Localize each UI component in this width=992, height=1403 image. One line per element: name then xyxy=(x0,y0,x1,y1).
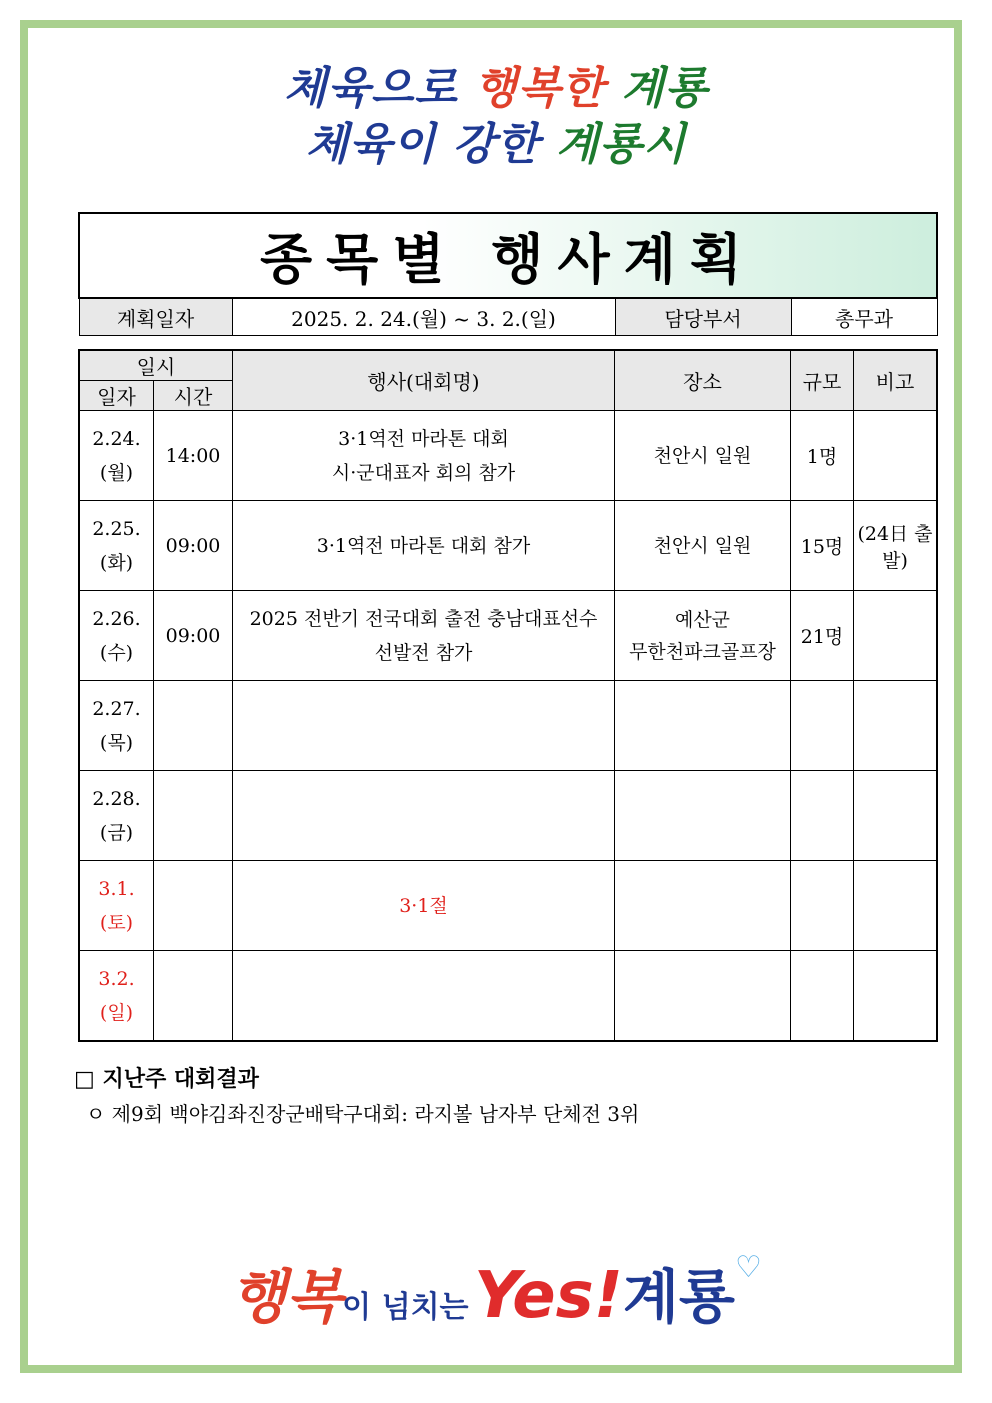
row-time xyxy=(154,951,233,1042)
page-title: 종목별 행사계획 xyxy=(79,213,937,298)
row-note xyxy=(854,771,938,861)
table-row xyxy=(79,951,937,1042)
row-date xyxy=(79,411,154,501)
row-time: 09:00 xyxy=(154,591,233,681)
row-scale xyxy=(791,861,854,951)
row-note xyxy=(854,681,938,771)
row-scale xyxy=(791,681,854,771)
row-day-value: (수) xyxy=(99,641,134,664)
row-note xyxy=(854,591,938,681)
row-note xyxy=(854,951,938,1042)
row-scale: 21명 xyxy=(791,591,854,681)
row-note xyxy=(854,411,938,501)
results-heading: □ 지난주 대회결과 xyxy=(74,1067,259,1092)
row-event-line-1: 3·1역전 마라톤 대회 참가 xyxy=(316,534,531,557)
row-event-line-1: 3·1역전 마라톤 대회 xyxy=(338,427,509,450)
slogan-1a: 체육으로 xyxy=(283,63,458,114)
schedule-table xyxy=(78,349,938,1042)
results-item: ㅇ 제9회 백야김좌진장군배탁구대회: 라지볼 남자부 단체전 3위 xyxy=(86,1102,640,1126)
row-place-line-2: 무한천파크골프장 xyxy=(629,640,776,663)
table-row xyxy=(79,771,937,861)
slogan-line-2 xyxy=(0,108,992,172)
row-date-value: 2.28. xyxy=(92,787,141,810)
row-event xyxy=(233,591,615,681)
dept-label: 담당부서 xyxy=(615,298,791,336)
row-note xyxy=(854,861,938,951)
row-place xyxy=(615,501,791,591)
row-date-value: 3.2. xyxy=(98,967,135,990)
row-event xyxy=(233,681,615,771)
row-time xyxy=(154,681,233,771)
row-date-value: 2.27. xyxy=(92,697,141,720)
row-scale xyxy=(791,771,854,861)
slogan-2b: 계룡시 xyxy=(555,119,687,170)
row-day-value: (목) xyxy=(99,731,134,754)
footer-part-4: 계룡 xyxy=(622,1263,735,1331)
row-event-line-1: 2025 전반기 전국대회 출전 충남대표선수 xyxy=(249,607,598,630)
row-place-line-1: 천안시 일원 xyxy=(653,534,752,557)
row-day-value: (화) xyxy=(99,551,134,574)
col-note: 비고 xyxy=(854,350,938,411)
row-scale: 15명 xyxy=(791,501,854,591)
row-time xyxy=(154,771,233,861)
row-event xyxy=(233,501,615,591)
row-place xyxy=(615,411,791,501)
row-place-line-1: 예산군 xyxy=(674,608,731,631)
row-note: (24日 출발) xyxy=(854,501,938,591)
col-datetime: 일시 xyxy=(79,350,233,381)
row-date-value: 2.25. xyxy=(92,517,141,540)
row-date-value: 2.26. xyxy=(92,607,141,630)
row-time xyxy=(154,861,233,951)
slogan-2a: 체육이 강한 xyxy=(305,119,540,170)
row-date xyxy=(79,861,154,951)
heart-icon: ♡ xyxy=(734,1250,762,1285)
slogan-1c: 계룡 xyxy=(621,63,709,114)
row-date xyxy=(79,501,154,591)
row-day-value: (월) xyxy=(99,461,134,484)
row-place xyxy=(615,951,791,1042)
row-scale xyxy=(791,951,854,1042)
table-row xyxy=(79,501,937,591)
col-date: 일자 xyxy=(79,381,154,411)
col-place: 장소 xyxy=(615,350,791,411)
footer-logo xyxy=(0,1250,992,1334)
row-event-line-1: 3·1절 xyxy=(399,894,448,917)
row-event-line-2: 시·군대표자 회의 참가 xyxy=(331,461,516,484)
footer-part-1: 행복 xyxy=(230,1263,343,1331)
row-date xyxy=(79,591,154,681)
row-place xyxy=(615,861,791,951)
row-date-value: 2.24. xyxy=(92,427,141,450)
dept-value: 총무과 xyxy=(791,298,937,336)
header-table xyxy=(78,212,938,336)
row-event xyxy=(233,861,615,951)
slogan-1b: 행복한 xyxy=(474,63,605,114)
row-event xyxy=(233,951,615,1042)
row-event-line-2: 선발전 참가 xyxy=(374,641,473,664)
row-place xyxy=(615,771,791,861)
col-scale: 규모 xyxy=(791,350,854,411)
row-time: 09:00 xyxy=(154,501,233,591)
table-row xyxy=(79,861,937,951)
row-day-value: (토) xyxy=(99,911,134,934)
row-date xyxy=(79,951,154,1042)
col-time: 시간 xyxy=(154,381,233,411)
row-place xyxy=(615,591,791,681)
row-date xyxy=(79,771,154,861)
row-place xyxy=(615,681,791,771)
col-event: 행사(대회명) xyxy=(233,350,615,411)
table-row xyxy=(79,681,937,771)
table-row xyxy=(79,591,937,681)
row-place-line-1: 천안시 일원 xyxy=(653,444,752,467)
row-event xyxy=(233,411,615,501)
footer-part-2: 이 넘치는 xyxy=(342,1290,469,1325)
table-row xyxy=(79,411,937,501)
footer-part-3: Yes! xyxy=(474,1259,623,1333)
plan-date-value: 2025. 2. 24.(월) ~ 3. 2.(일) xyxy=(232,298,615,336)
row-day-value: (일) xyxy=(99,1001,134,1024)
slogan-line-1 xyxy=(0,52,992,116)
plan-date-label: 계획일자 xyxy=(79,298,232,336)
row-date xyxy=(79,681,154,771)
row-time: 14:00 xyxy=(154,411,233,501)
row-scale: 1명 xyxy=(791,411,854,501)
row-event xyxy=(233,771,615,861)
row-date-value: 3.1. xyxy=(98,877,135,900)
row-day-value: (금) xyxy=(99,821,134,844)
